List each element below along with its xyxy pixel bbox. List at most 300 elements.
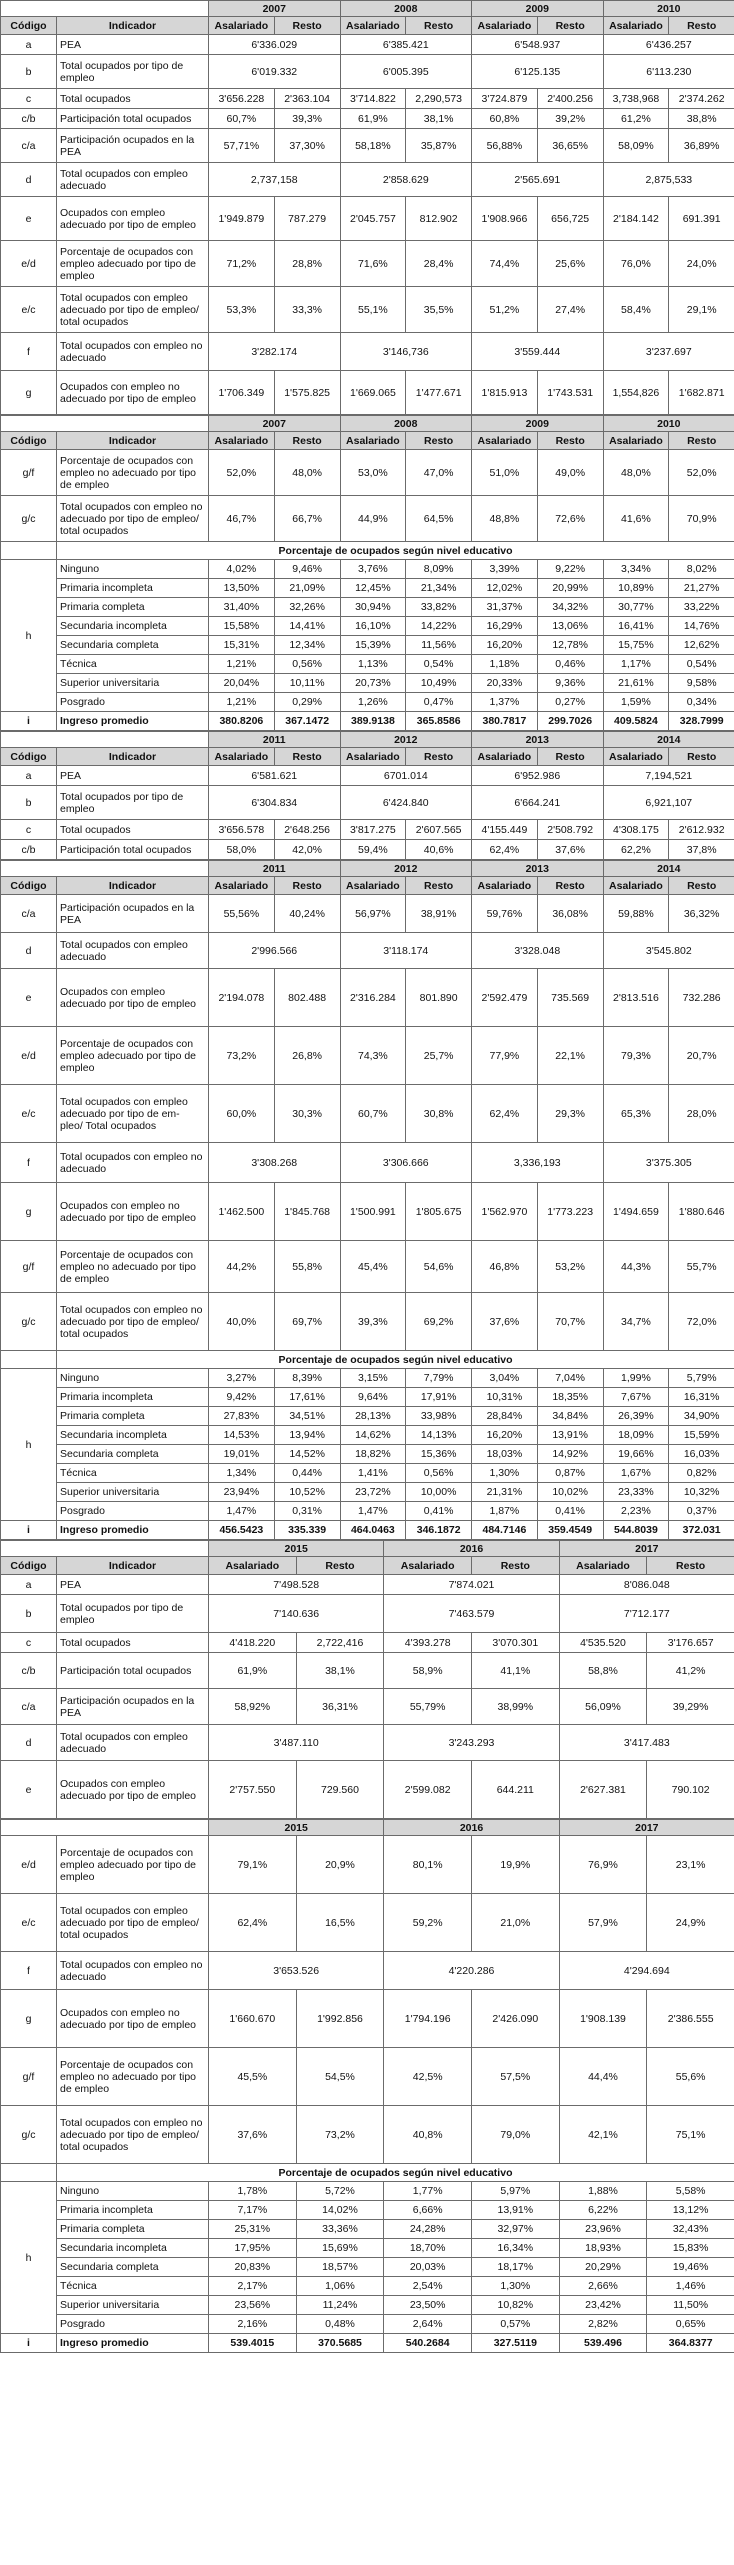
table-row bbox=[1, 2048, 734, 2106]
data-cell: 3'328.048 bbox=[472, 933, 604, 969]
education-row bbox=[1, 560, 734, 579]
data-cell: 0,56% bbox=[274, 655, 340, 674]
data-cell: 1'477.671 bbox=[406, 371, 472, 415]
year-header: 2017 bbox=[559, 1820, 734, 1836]
year-header: 2012 bbox=[340, 732, 472, 748]
row-indicator: Total ocupados bbox=[57, 1633, 209, 1653]
data-cell: 48,0% bbox=[603, 450, 669, 496]
data-cell: 6'952.986 bbox=[472, 766, 604, 786]
education-title-row bbox=[1, 1351, 734, 1369]
row-indicator: Total ocupados por tipo de empleo bbox=[57, 786, 209, 820]
data-cell: 2,82% bbox=[559, 2315, 647, 2334]
table-block bbox=[0, 0, 734, 415]
data-cell: 16,03% bbox=[669, 1445, 734, 1464]
row-code: i bbox=[1, 2334, 57, 2353]
asalariado-header: Asalariado bbox=[472, 877, 538, 895]
data-cell: 14,22% bbox=[406, 617, 472, 636]
year-header: 2011 bbox=[209, 732, 341, 748]
resto-header: Resto bbox=[296, 1557, 384, 1575]
data-cell: 37,6% bbox=[537, 840, 603, 860]
data-cell: 0,37% bbox=[669, 1502, 734, 1521]
data-cell: 10,32% bbox=[669, 1483, 734, 1502]
data-cell: 1'575.825 bbox=[274, 371, 340, 415]
data-cell: 49,0% bbox=[537, 450, 603, 496]
data-cell: 1,554,826 bbox=[603, 371, 669, 415]
data-cell: 21,0% bbox=[471, 1894, 559, 1952]
income-label: Ingreso promedio bbox=[57, 1521, 209, 1540]
data-cell: 5,97% bbox=[471, 2182, 559, 2201]
row-indicator: Total ocupados bbox=[57, 89, 209, 109]
data-cell: 4'535.520 bbox=[559, 1633, 647, 1653]
row-indicator: Porcentaje de ocupados con empleo adecuado por tipo de empleo bbox=[57, 241, 209, 287]
data-cell: 21,31% bbox=[472, 1483, 538, 1502]
data-cell: 2,17% bbox=[209, 2277, 297, 2296]
row-indicator: Porcentaje de ocupados con empleo adecuado por tipo de empleo bbox=[57, 1836, 209, 1894]
education-row bbox=[1, 2315, 734, 2334]
data-cell: 380.8206 bbox=[209, 712, 275, 731]
row-indicator: Ocupados con empleo adecuado por tipo de empleo bbox=[57, 197, 209, 241]
data-cell: 19,66% bbox=[603, 1445, 669, 1464]
data-cell: 14,76% bbox=[669, 617, 734, 636]
row-code: g/f bbox=[1, 2048, 57, 2106]
data-cell: 380.7817 bbox=[472, 712, 538, 731]
data-cell: 1,87% bbox=[472, 1502, 538, 1521]
resto-header: Resto bbox=[274, 17, 340, 35]
data-cell: 1'845.768 bbox=[274, 1183, 340, 1241]
table-row bbox=[1, 197, 734, 241]
data-cell: 1'805.675 bbox=[406, 1183, 472, 1241]
data-cell: 3,738,968 bbox=[603, 89, 669, 109]
data-cell: 71,6% bbox=[340, 241, 406, 287]
row-code: d bbox=[1, 163, 57, 197]
data-cell: 3'375.305 bbox=[603, 1143, 734, 1183]
data-cell: 41,1% bbox=[471, 1653, 559, 1689]
row-indicator: PEA bbox=[57, 35, 209, 55]
row-indicator: Total ocupados por tipo de empleo bbox=[57, 55, 209, 89]
education-level: Técnica bbox=[57, 1464, 209, 1483]
asalariado-header: Asalariado bbox=[603, 17, 669, 35]
table-row bbox=[1, 1027, 734, 1085]
row-code: g/f bbox=[1, 450, 57, 496]
table-row bbox=[1, 1595, 734, 1633]
data-cell: 9,46% bbox=[274, 560, 340, 579]
row-indicator: Total ocupados con empleo no adecuado bbox=[57, 1143, 209, 1183]
row-code: e bbox=[1, 969, 57, 1027]
table-row bbox=[1, 895, 734, 933]
data-cell: 16,20% bbox=[472, 1426, 538, 1445]
row-indicator: Ocupados con empleo no adecuado por tipo de empleo bbox=[57, 1990, 209, 2048]
data-cell: 15,75% bbox=[603, 636, 669, 655]
data-cell: 20,9% bbox=[296, 1836, 384, 1894]
data-cell: 5,58% bbox=[647, 2182, 734, 2201]
education-level: Posgrado bbox=[57, 2315, 209, 2334]
data-cell: 34,90% bbox=[669, 1407, 734, 1426]
data-cell: 23,56% bbox=[209, 2296, 297, 2315]
data-cell: 53,3% bbox=[209, 287, 275, 333]
row-code: g/c bbox=[1, 2106, 57, 2164]
row-code: e bbox=[1, 197, 57, 241]
table-row bbox=[1, 496, 734, 542]
data-cell: 32,97% bbox=[471, 2220, 559, 2239]
data-cell: 1'500.991 bbox=[340, 1183, 406, 1241]
data-cell: 0,44% bbox=[274, 1464, 340, 1483]
education-row bbox=[1, 1369, 734, 1388]
data-cell: 3,04% bbox=[472, 1369, 538, 1388]
row-indicator: Participación total ocupados bbox=[57, 109, 209, 129]
row-code: e/d bbox=[1, 1836, 57, 1894]
year-header: 2013 bbox=[472, 861, 604, 877]
resto-header: Resto bbox=[537, 748, 603, 766]
table-row bbox=[1, 163, 734, 197]
row-indicator: Participación total ocupados bbox=[57, 840, 209, 860]
data-cell: 44,4% bbox=[559, 2048, 647, 2106]
data-cell: 0,34% bbox=[669, 693, 734, 712]
data-cell: 62,4% bbox=[472, 1085, 538, 1143]
data-cell: 38,1% bbox=[296, 1653, 384, 1689]
year-header-row bbox=[1, 416, 734, 432]
asalariado-header: Asalariado bbox=[209, 17, 275, 35]
data-cell: 1'494.659 bbox=[603, 1183, 669, 1241]
data-cell: 787.279 bbox=[274, 197, 340, 241]
data-cell: 7'874.021 bbox=[384, 1575, 559, 1595]
row-code: a bbox=[1, 35, 57, 55]
data-cell: 12,02% bbox=[472, 579, 538, 598]
data-cell: 6'581.621 bbox=[209, 766, 341, 786]
data-cell: 4'155.449 bbox=[472, 820, 538, 840]
data-cell: 34,32% bbox=[537, 598, 603, 617]
data-cell: 33,3% bbox=[274, 287, 340, 333]
education-level: Ninguno bbox=[57, 2182, 209, 2201]
data-cell: 2'612.932 bbox=[669, 820, 734, 840]
data-cell: 6'548.937 bbox=[472, 35, 604, 55]
data-cell: 21,09% bbox=[274, 579, 340, 598]
data-cell: 16,10% bbox=[340, 617, 406, 636]
data-cell: 23,94% bbox=[209, 1483, 275, 1502]
data-cell: 3'559.444 bbox=[472, 333, 604, 371]
data-cell: 3'724.879 bbox=[472, 89, 538, 109]
data-cell: 23,50% bbox=[384, 2296, 472, 2315]
row-indicator: Ocupados con empleo no adecuado por tipo de empleo bbox=[57, 371, 209, 415]
data-cell: 15,36% bbox=[406, 1445, 472, 1464]
data-cell: 8,09% bbox=[406, 560, 472, 579]
data-cell: 389.9138 bbox=[340, 712, 406, 731]
data-cell: 18,82% bbox=[340, 1445, 406, 1464]
data-cell: 70,7% bbox=[537, 1293, 603, 1351]
data-cell: 14,62% bbox=[340, 1426, 406, 1445]
data-cell: 62,4% bbox=[472, 840, 538, 860]
table-block bbox=[0, 415, 734, 731]
education-row bbox=[1, 1426, 734, 1445]
row-code: i bbox=[1, 712, 57, 731]
data-cell: 55,1% bbox=[340, 287, 406, 333]
data-cell: 7,17% bbox=[209, 2201, 297, 2220]
data-cell: 30,8% bbox=[406, 1085, 472, 1143]
data-cell: 28,13% bbox=[340, 1407, 406, 1426]
data-cell: 25,7% bbox=[406, 1027, 472, 1085]
education-level: Primaria incompleta bbox=[57, 1388, 209, 1407]
table-row bbox=[1, 450, 734, 496]
data-cell: 69,7% bbox=[274, 1293, 340, 1351]
year-header-row bbox=[1, 732, 734, 748]
data-cell: 23,96% bbox=[559, 2220, 647, 2239]
data-cell: 46,7% bbox=[209, 496, 275, 542]
data-cell: 7'140.636 bbox=[209, 1595, 384, 1633]
blank-cell bbox=[1, 416, 209, 432]
data-cell: 20,73% bbox=[340, 674, 406, 693]
table-row bbox=[1, 1894, 734, 1952]
resto-header: Resto bbox=[471, 1557, 559, 1575]
data-cell: 3,34% bbox=[603, 560, 669, 579]
year-header: 2014 bbox=[603, 732, 734, 748]
data-cell: 10,52% bbox=[274, 1483, 340, 1502]
data-cell: 48,0% bbox=[274, 450, 340, 496]
data-cell: 812.902 bbox=[406, 197, 472, 241]
asalariado-header: Asalariado bbox=[603, 432, 669, 450]
data-cell: 37,30% bbox=[274, 129, 340, 163]
data-cell: 45,4% bbox=[340, 1241, 406, 1293]
asalariado-header: Asalariado bbox=[340, 877, 406, 895]
income-label: Ingreso promedio bbox=[57, 2334, 209, 2353]
data-cell: 15,59% bbox=[669, 1426, 734, 1445]
table-row bbox=[1, 241, 734, 287]
data-cell: 26,39% bbox=[603, 1407, 669, 1426]
data-cell: 790.102 bbox=[647, 1761, 734, 1819]
data-cell: 464.0463 bbox=[340, 1521, 406, 1540]
data-cell: 41,2% bbox=[647, 1653, 734, 1689]
data-cell: 4'220.286 bbox=[384, 1952, 559, 1990]
data-cell: 6,921,107 bbox=[603, 786, 734, 820]
education-row bbox=[1, 2182, 734, 2201]
data-cell: 13,06% bbox=[537, 617, 603, 636]
table-row bbox=[1, 1689, 734, 1725]
indicador-header: Indicador bbox=[57, 877, 209, 895]
year-header: 2016 bbox=[384, 1541, 559, 1557]
data-cell: 2'648.256 bbox=[274, 820, 340, 840]
data-cell: 6'336.029 bbox=[209, 35, 341, 55]
row-code: a bbox=[1, 1575, 57, 1595]
data-cell: 28,8% bbox=[274, 241, 340, 287]
education-row bbox=[1, 655, 734, 674]
data-cell: 3'237.697 bbox=[603, 333, 734, 371]
data-cell: 20,99% bbox=[537, 579, 603, 598]
data-cell: 3'656.578 bbox=[209, 820, 275, 840]
data-cell: 27,4% bbox=[537, 287, 603, 333]
data-cell: 30,77% bbox=[603, 598, 669, 617]
data-cell: 3,15% bbox=[340, 1369, 406, 1388]
data-cell: 29,3% bbox=[537, 1085, 603, 1143]
data-cell: 33,98% bbox=[406, 1407, 472, 1426]
data-cell: 1,47% bbox=[340, 1502, 406, 1521]
row-indicator: Total ocupados con empleo adecuado bbox=[57, 163, 209, 197]
asalariado-header: Asalariado bbox=[340, 748, 406, 766]
data-cell: 77,9% bbox=[472, 1027, 538, 1085]
data-cell: 3'070.301 bbox=[471, 1633, 559, 1653]
data-cell: 1,47% bbox=[209, 1502, 275, 1521]
data-cell: 25,6% bbox=[537, 241, 603, 287]
row-code: g/f bbox=[1, 1241, 57, 1293]
asalariado-header: Asalariado bbox=[384, 1557, 472, 1575]
row-indicator: Total ocupados por tipo de empleo bbox=[57, 1595, 209, 1633]
data-cell: 8'086.048 bbox=[559, 1575, 734, 1595]
data-cell: 2'996.566 bbox=[209, 933, 341, 969]
data-cell: 3'714.822 bbox=[340, 89, 406, 109]
codigo-header: Código bbox=[1, 17, 57, 35]
row-indicator: Participación ocupados en la PEA bbox=[57, 129, 209, 163]
data-cell: 58,9% bbox=[384, 1653, 472, 1689]
data-cell: 36,89% bbox=[669, 129, 734, 163]
data-cell: 18,17% bbox=[471, 2258, 559, 2277]
year-header-row bbox=[1, 1820, 734, 1836]
data-cell: 36,08% bbox=[537, 895, 603, 933]
data-cell: 2'374.262 bbox=[669, 89, 734, 109]
data-cell: 644.211 bbox=[471, 1761, 559, 1819]
data-cell: 18,35% bbox=[537, 1388, 603, 1407]
table-row bbox=[1, 35, 734, 55]
data-cell: 11,24% bbox=[296, 2296, 384, 2315]
data-cell: 51,0% bbox=[472, 450, 538, 496]
data-cell: 15,69% bbox=[296, 2239, 384, 2258]
data-cell: 2,737,158 bbox=[209, 163, 341, 197]
data-cell: 3,336,193 bbox=[472, 1143, 604, 1183]
data-cell: 20,83% bbox=[209, 2258, 297, 2277]
data-cell: 56,97% bbox=[340, 895, 406, 933]
data-cell: 0,54% bbox=[669, 655, 734, 674]
education-level: Secundaria incompleta bbox=[57, 617, 209, 636]
data-cell: 1,77% bbox=[384, 2182, 472, 2201]
data-cell: 54,6% bbox=[406, 1241, 472, 1293]
data-cell: 0,48% bbox=[296, 2315, 384, 2334]
table-row bbox=[1, 129, 734, 163]
education-level: Posgrado bbox=[57, 693, 209, 712]
data-cell: 54,5% bbox=[296, 2048, 384, 2106]
resto-header: Resto bbox=[669, 17, 734, 35]
row-code: c/a bbox=[1, 129, 57, 163]
education-row bbox=[1, 1388, 734, 1407]
blank-cell bbox=[1, 1820, 209, 1836]
data-cell: 1,21% bbox=[209, 655, 275, 674]
data-cell: 5,72% bbox=[296, 2182, 384, 2201]
data-cell: 299.7026 bbox=[537, 712, 603, 731]
data-cell: 20,03% bbox=[384, 2258, 472, 2277]
data-cell: 23,72% bbox=[340, 1483, 406, 1502]
year-header-row bbox=[1, 1, 734, 17]
education-title-row bbox=[1, 542, 734, 560]
education-level: Primaria incompleta bbox=[57, 579, 209, 598]
education-level: Primaria incompleta bbox=[57, 2201, 209, 2220]
data-cell: 14,53% bbox=[209, 1426, 275, 1445]
row-indicator: Total ocupados con empleo adecuado bbox=[57, 933, 209, 969]
data-cell: 0,54% bbox=[406, 655, 472, 674]
data-cell: 9,42% bbox=[209, 1388, 275, 1407]
table-row bbox=[1, 287, 734, 333]
data-cell: 73,2% bbox=[209, 1027, 275, 1085]
data-cell: 3,39% bbox=[472, 560, 538, 579]
data-cell: 32,43% bbox=[647, 2220, 734, 2239]
data-cell: 6701.014 bbox=[340, 766, 472, 786]
row-code: c bbox=[1, 820, 57, 840]
data-cell: 60,8% bbox=[472, 109, 538, 129]
data-cell: 14,13% bbox=[406, 1426, 472, 1445]
data-cell: 4'308.175 bbox=[603, 820, 669, 840]
data-cell: 6'436.257 bbox=[603, 35, 734, 55]
resto-header: Resto bbox=[537, 877, 603, 895]
empty-code-cell bbox=[1, 542, 57, 560]
data-cell: 58,4% bbox=[603, 287, 669, 333]
data-cell: 802.488 bbox=[274, 969, 340, 1027]
row-indicator: Ocupados con empleo adecuado por tipo de empleo bbox=[57, 969, 209, 1027]
row-code: f bbox=[1, 1952, 57, 1990]
data-cell: 61,9% bbox=[340, 109, 406, 129]
data-cell: 16,41% bbox=[603, 617, 669, 636]
data-cell: 31,37% bbox=[472, 598, 538, 617]
data-cell: 76,0% bbox=[603, 241, 669, 287]
indicador-header: Indicador bbox=[57, 432, 209, 450]
data-cell: 12,34% bbox=[274, 636, 340, 655]
data-cell: 2'858.629 bbox=[340, 163, 472, 197]
data-cell: 26,8% bbox=[274, 1027, 340, 1085]
data-cell: 13,91% bbox=[537, 1426, 603, 1445]
data-cell: 3'817.275 bbox=[340, 820, 406, 840]
data-cell: 23,42% bbox=[559, 2296, 647, 2315]
resto-header: Resto bbox=[406, 748, 472, 766]
data-cell: 15,58% bbox=[209, 617, 275, 636]
asalariado-header: Asalariado bbox=[209, 877, 275, 895]
column-header-row bbox=[1, 877, 734, 895]
resto-header: Resto bbox=[669, 432, 734, 450]
income-row bbox=[1, 2334, 734, 2353]
data-cell: 62,4% bbox=[209, 1894, 297, 1952]
education-title: Porcentaje de ocupados según nivel educativo bbox=[57, 2164, 734, 2182]
data-cell: 2,875,533 bbox=[603, 163, 734, 197]
column-header-row bbox=[1, 17, 734, 35]
row-code: c/b bbox=[1, 840, 57, 860]
data-cell: 28,0% bbox=[669, 1085, 734, 1143]
data-cell: 79,1% bbox=[209, 1836, 297, 1894]
row-indicator: Porcentaje de ocupados con empleo adecuado por tipo de empleo bbox=[57, 1027, 209, 1085]
data-cell: 3'118.174 bbox=[340, 933, 472, 969]
education-row bbox=[1, 693, 734, 712]
resto-header: Resto bbox=[537, 17, 603, 35]
table-block bbox=[0, 1819, 734, 2353]
asalariado-header: Asalariado bbox=[603, 748, 669, 766]
data-cell: 25,31% bbox=[209, 2220, 297, 2239]
data-cell: 34,84% bbox=[537, 1407, 603, 1426]
data-cell: 9,64% bbox=[340, 1388, 406, 1407]
table-row bbox=[1, 1653, 734, 1689]
year-header: 2015 bbox=[209, 1541, 384, 1557]
data-cell: 58,09% bbox=[603, 129, 669, 163]
data-cell: 2'565.691 bbox=[472, 163, 604, 197]
blank-cell bbox=[1, 1, 209, 17]
data-cell: 2,66% bbox=[559, 2277, 647, 2296]
row-code: b bbox=[1, 786, 57, 820]
data-cell: 27,83% bbox=[209, 1407, 275, 1426]
data-cell: 13,91% bbox=[471, 2201, 559, 2220]
data-cell: 65,3% bbox=[603, 1085, 669, 1143]
data-cell: 10,02% bbox=[537, 1483, 603, 1502]
data-cell: 36,65% bbox=[537, 129, 603, 163]
data-cell: 59,88% bbox=[603, 895, 669, 933]
resto-header: Resto bbox=[406, 17, 472, 35]
data-cell: 10,31% bbox=[472, 1388, 538, 1407]
data-cell: 32,26% bbox=[274, 598, 340, 617]
data-cell: 16,5% bbox=[296, 1894, 384, 1952]
data-cell: 61,2% bbox=[603, 109, 669, 129]
year-header: 2015 bbox=[209, 1820, 384, 1836]
data-cell: 60,7% bbox=[209, 109, 275, 129]
data-cell: 7'498.528 bbox=[209, 1575, 384, 1595]
data-cell: 42,5% bbox=[384, 2048, 472, 2106]
